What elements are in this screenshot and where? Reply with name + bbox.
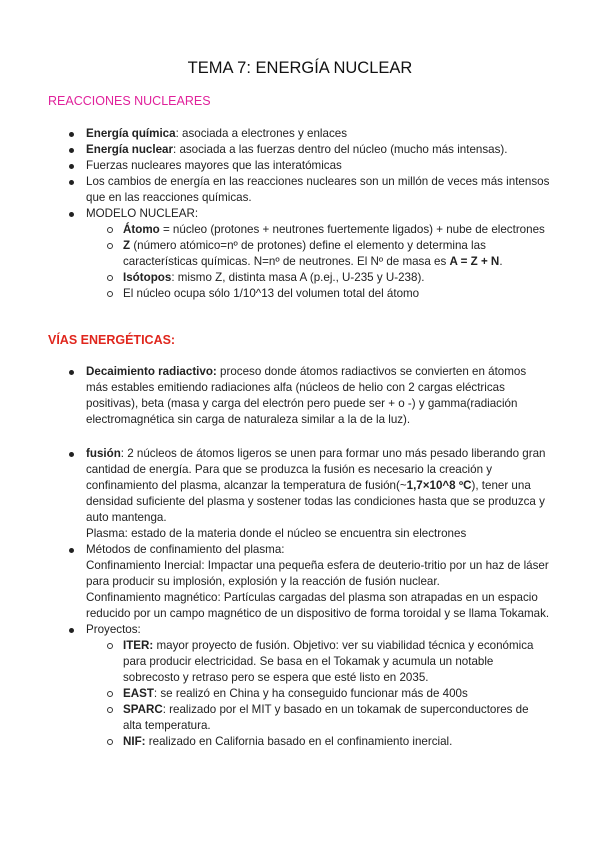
term-energia-quimica: Energía química <box>86 127 176 140</box>
term-east: EAST <box>123 687 154 700</box>
section-heading-vias: VÍAS ENERGÉTICAS: <box>48 333 176 347</box>
page-title: TEMA 7: ENERGÍA NUCLEAR <box>187 59 413 77</box>
fusion-temperature: 1,7×10^8 ºC <box>406 479 472 492</box>
term-iter: ITER: <box>123 639 154 652</box>
proyectos-title: Proyectos: <box>86 623 141 636</box>
term-z: Z <box>123 239 131 252</box>
sub-list-item <box>123 638 550 686</box>
metodos-title: Métodos de confinamiento del plasma: <box>86 543 285 556</box>
term-decaimiento: Decaimiento radiactivo: <box>86 365 217 378</box>
item-text: El núcleo ocupa sólo 1/10^13 del volumen total del átomo <box>123 287 420 300</box>
item-text: proceso donde átomos radiactivos se convierten en átomos más estables emitiendo radiaciones alfa (núcleos de helio con 2 cargas eléctricas positivas), beta (masa y carga del electrón pero puede ser + o -) y gamma(radiación electromagnética sin carga de naturaleza similar a la de la luz). <box>86 365 527 426</box>
list-item <box>86 622 550 750</box>
fusion-list <box>86 446 550 750</box>
item-text: . <box>499 255 503 268</box>
modelo-nuclear-sublist <box>123 222 550 302</box>
item-text: Los cambios de energía en las reacciones nucleares son un millón de veces más intensos que en las reacciones químicas. <box>86 175 550 204</box>
item-text: = núcleo (protones + neutrones fuertemente ligados) + nube de electrones <box>159 223 545 236</box>
item-text: mayor proyecto de fusión. Objetivo: ver su viabilidad técnica y económica para producir electricidad. Se basa en el Tokamak y acumula un notable sobrecosto y retraso pero se espera que esté listo en 2035. <box>123 639 534 684</box>
item-text: Fuerzas nucleares mayores que las interatómicas <box>86 159 342 172</box>
list-item <box>86 206 550 302</box>
sub-list-item <box>123 238 550 270</box>
modelo-nuclear-label: MODELO NUCLEAR: <box>86 207 199 220</box>
sub-list-item <box>123 686 550 702</box>
plasma-definition: Plasma: estado de la materia donde el núcleo se encuentra sin electrones <box>86 527 467 540</box>
list-item <box>86 126 550 142</box>
list-item <box>86 364 550 428</box>
list-item <box>86 174 550 206</box>
term-fusion: fusión <box>86 447 121 460</box>
item-text: realizado en California basado en el confinamiento inercial. <box>145 735 453 748</box>
list-item <box>86 542 550 622</box>
item-text: : 2 núcleos de átomos ligeros se unen para formar uno más pesado liberando gran cantidad de energía. Para que se produzca la fusión es necesario la creación y confinamiento del plasma, alcanzar la temperatura de fusión(~ <box>86 447 546 492</box>
sub-list-item <box>123 222 550 238</box>
proyectos-sublist <box>123 638 550 750</box>
vias-list <box>86 364 550 428</box>
term-energia-nuclear: Energía nuclear <box>86 143 173 156</box>
sub-list-item <box>123 702 550 734</box>
term-nif: NIF: <box>123 735 146 748</box>
reacciones-list <box>86 126 550 302</box>
confinamiento-inercial: Confinamiento Inercial: Impactar una pequeña esfera de deuterio-tritio por un haz de láser para producir su implosión, explosión y la reacción de fusión nuclear. <box>86 559 549 588</box>
item-text: : asociada a electrones y enlaces <box>175 127 347 140</box>
item-text: : se realizó en China y ha conseguido funcionar más de 400s <box>153 687 468 700</box>
list-item <box>86 158 550 174</box>
sub-list-item <box>123 734 550 750</box>
term-sparc: SPARC <box>123 703 163 716</box>
confinamiento-magnetico: Confinamiento magnético: Partículas cargadas del plasma son atrapadas en un espacio reducido por un campo magnético de un dispositivo de forma toroidal y se llama Tokamak. <box>86 591 550 620</box>
sub-list-item <box>123 270 550 286</box>
term-isotopos: Isótopos <box>123 271 172 284</box>
item-text: : mismo Z, distinta masa A (p.ej., U-235 y U-238). <box>171 271 425 284</box>
list-item <box>86 446 550 542</box>
item-text: (número atómico=nº de protones) define el elemento y determina las características químicas. N=nº de neutrones. El Nº de masa es <box>123 239 486 268</box>
section-heading-reacciones: REACCIONES NUCLEARES <box>48 94 211 108</box>
item-text: : realizado por el MIT y basado en un tokamak de superconductores de alta temperatura. <box>123 703 529 732</box>
item-text: ), tener una densidad suficiente del plasma y sostener todas las condiciones hasta que se produzca y auto mantenga. <box>86 479 545 524</box>
list-item <box>86 142 550 158</box>
item-text: : asociada a las fuerzas dentro del núcleo (mucho más intensas). <box>173 143 508 156</box>
mass-number-formula: A = Z + N <box>449 255 500 268</box>
sub-list-item <box>123 286 550 302</box>
term-atomo: Átomo <box>123 223 160 236</box>
